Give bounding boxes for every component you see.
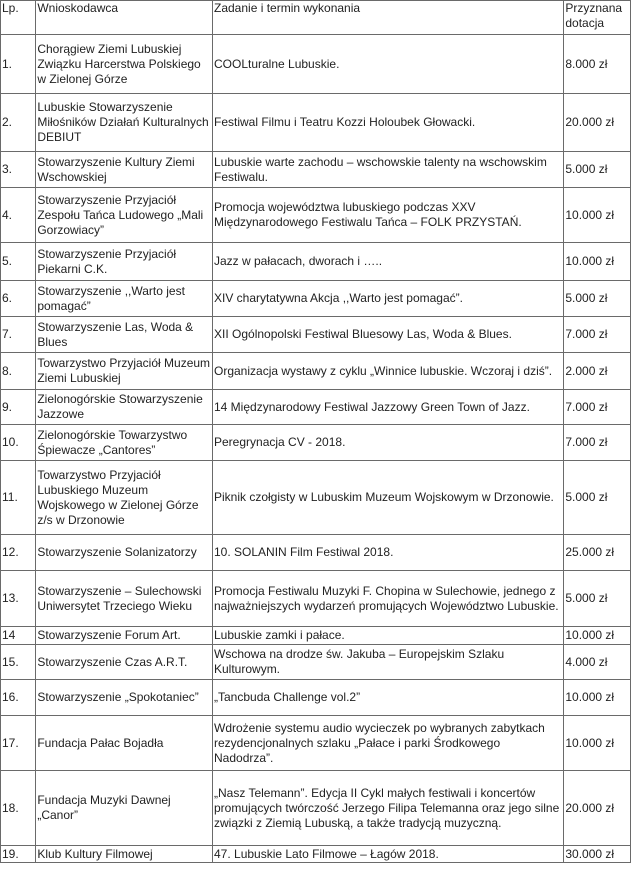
- cell-applicant: Fundacja Muzyki Dawnej „Canor”: [36, 771, 213, 846]
- table-row: [1, 35, 631, 94]
- table-row: [1, 846, 631, 863]
- cell-applicant: Towarzystwo Przyjaciół Muzeum Ziemi Lubuskiej: [36, 353, 213, 390]
- cell-task: 10. SOLANIN Film Festiwal 2018.: [213, 535, 564, 571]
- cell-amount: 10.000 zł: [564, 680, 631, 716]
- table-row: [1, 680, 631, 716]
- cell-task: Organizacja wystawy z cyklu „Winnice lubuskie. Wczoraj i dziś”.: [213, 353, 564, 390]
- cell-lp: 14: [1, 627, 36, 645]
- cell-amount: 10.000 zł: [564, 243, 631, 281]
- table-row: [1, 94, 631, 152]
- cell-task: Promocja województwa lubuskiego podczas XXV Międzynarodowego Festiwalu Tańca – FOLK PRZYSTAŃ.: [213, 188, 564, 243]
- cell-applicant: Stowarzyszenie Forum Art.: [36, 627, 213, 645]
- cell-task: Lubuskie warte zachodu – wschowskie talenty na wschowskim Festiwalu.: [213, 152, 564, 188]
- cell-applicant: Stowarzyszenie Solanizatorzy: [36, 535, 213, 571]
- header-applicant: Wnioskodawca: [36, 1, 213, 35]
- cell-lp: 18.: [1, 771, 36, 846]
- cell-amount: 7.000 zł: [564, 317, 631, 353]
- cell-task: XIV charytatywna Akcja ,,Warto jest pomagać”.: [213, 281, 564, 317]
- cell-lp: 11.: [1, 461, 36, 535]
- cell-task: 47. Lubuskie Lato Filmowe – Łagów 2018.: [213, 846, 564, 863]
- table-row: [1, 645, 631, 680]
- cell-task: Wschowa na drodze św. Jakuba – Europejskim Szlaku Kulturowym.: [213, 645, 564, 680]
- table-row: [1, 390, 631, 425]
- cell-applicant: Lubuskie Stowarzyszenie Miłośników Działań Kulturalnych DEBIUT: [36, 94, 213, 152]
- cell-lp: 3.: [1, 152, 36, 188]
- cell-lp: 8.: [1, 353, 36, 390]
- cell-task: 14 Międzynarodowy Festiwal Jazzowy Green Town of Jazz.: [213, 390, 564, 425]
- cell-lp: 16.: [1, 680, 36, 716]
- cell-lp: 19.: [1, 846, 36, 863]
- table-row: [1, 627, 631, 645]
- cell-task: Festiwal Filmu i Teatru Kozzi Holoubek Głowacki.: [213, 94, 564, 152]
- cell-applicant: Stowarzyszenie „Spokotaniec”: [36, 680, 213, 716]
- cell-applicant: Stowarzyszenie Las, Woda & Blues: [36, 317, 213, 353]
- cell-lp: 12.: [1, 535, 36, 571]
- cell-task: Promocja Festiwalu Muzyki F. Chopina w Sulechowie, jednego z najważniejszych wydarzeń promujących Województwo Lubuskie.: [213, 571, 564, 627]
- cell-lp: 5.: [1, 243, 36, 281]
- table-row: [1, 317, 631, 353]
- cell-lp: 10.: [1, 425, 36, 461]
- cell-task: Wdrożenie systemu audio wycieczek po wybranych zabytkach rezydencjonalnych szlaku „Pałace i parki Środkowego Nadodrza”.: [213, 716, 564, 771]
- cell-amount: 30.000 zł: [564, 846, 631, 863]
- cell-amount: 5.000 zł: [564, 461, 631, 535]
- table-row: [1, 243, 631, 281]
- cell-lp: 15.: [1, 645, 36, 680]
- table-row: [1, 152, 631, 188]
- cell-amount: 10.000 zł: [564, 716, 631, 771]
- header-amount: Przyznana dotacja: [564, 1, 631, 35]
- table-row: [1, 188, 631, 243]
- cell-applicant: Zielonogórskie Stowarzyszenie Jazzowe: [36, 390, 213, 425]
- header-lp: Lp.: [1, 1, 36, 35]
- cell-amount: 20.000 zł: [564, 771, 631, 846]
- cell-lp: 2.: [1, 94, 36, 152]
- table-row: [1, 535, 631, 571]
- table-row: [1, 571, 631, 627]
- cell-amount: 10.000 zł: [564, 188, 631, 243]
- cell-lp: 7.: [1, 317, 36, 353]
- table-row: [1, 425, 631, 461]
- cell-applicant: Stowarzyszenie Przyjaciół Zespołu Tańca Ludowego „Mali Gorzowiacy”: [36, 188, 213, 243]
- cell-applicant: Klub Kultury Filmowej: [36, 846, 213, 863]
- cell-task: Peregrynacja CV - 2018.: [213, 425, 564, 461]
- cell-amount: 4.000 zł: [564, 645, 631, 680]
- cell-applicant: Chorągiew Ziemi Lubuskiej Związku Harcerstwa Polskiego w Zielonej Górze: [36, 35, 213, 94]
- cell-amount: 7.000 zł: [564, 425, 631, 461]
- table-row: [1, 461, 631, 535]
- cell-amount: 5.000 zł: [564, 152, 631, 188]
- cell-task: „Nasz Telemann”. Edycja II Cykl małych festiwali i koncertów promujących twórczość Jerzego Filipa Telemanna oraz jego silne związki z Ziemią Lubuską, a także tradycją muzyczną.: [213, 771, 564, 846]
- cell-lp: 17.: [1, 716, 36, 771]
- cell-amount: 5.000 zł: [564, 571, 631, 627]
- cell-amount: 25.000 zł: [564, 535, 631, 571]
- cell-amount: 10.000 zł: [564, 627, 631, 645]
- cell-task: Jazz w pałacach, dworach i …..: [213, 243, 564, 281]
- cell-lp: 1.: [1, 35, 36, 94]
- cell-lp: 4.: [1, 188, 36, 243]
- cell-applicant: Stowarzyszenie Czas A.R.T.: [36, 645, 213, 680]
- cell-task: COOLturalne Lubuskie.: [213, 35, 564, 94]
- table-row: [1, 771, 631, 846]
- cell-task: „Tancbuda Challenge vol.2”: [213, 680, 564, 716]
- table-row: [1, 716, 631, 771]
- cell-applicant: Zielonogórskie Towarzystwo Śpiewacze „Cantores”: [36, 425, 213, 461]
- cell-applicant: Stowarzyszenie Kultury Ziemi Wschowskiej: [36, 152, 213, 188]
- cell-lp: 6.: [1, 281, 36, 317]
- cell-amount: 5.000 zł: [564, 281, 631, 317]
- cell-amount: 8.000 zł: [564, 35, 631, 94]
- cell-amount: 7.000 zł: [564, 390, 631, 425]
- cell-lp: 9.: [1, 390, 36, 425]
- cell-task: Piknik czołgisty w Lubuskim Muzeum Wojskowym w Drzonowie.: [213, 461, 564, 535]
- header-row: [1, 1, 631, 35]
- table-row: [1, 353, 631, 390]
- cell-lp: 13.: [1, 571, 36, 627]
- cell-applicant: Stowarzyszenie ,,Warto jest pomagać”: [36, 281, 213, 317]
- cell-applicant: Stowarzyszenie Przyjaciół Piekarni C.K.: [36, 243, 213, 281]
- header-task: Zadanie i termin wykonania: [213, 1, 564, 35]
- cell-task: XII Ogólnopolski Festiwal Bluesowy Las, Woda & Blues.: [213, 317, 564, 353]
- cell-applicant: Stowarzyszenie – Sulechowski Uniwersytet Trzeciego Wieku: [36, 571, 213, 627]
- table-row: [1, 281, 631, 317]
- cell-amount: 20.000 zł: [564, 94, 631, 152]
- cell-task: Lubuskie zamki i pałace.: [213, 627, 564, 645]
- cell-applicant: Fundacja Pałac Bojadła: [36, 716, 213, 771]
- cell-amount: 2.000 zł: [564, 353, 631, 390]
- cell-applicant: Towarzystwo Przyjaciół Lubuskiego Muzeum Wojskowego w Zielonej Górze z/s w Drzonowie: [36, 461, 213, 535]
